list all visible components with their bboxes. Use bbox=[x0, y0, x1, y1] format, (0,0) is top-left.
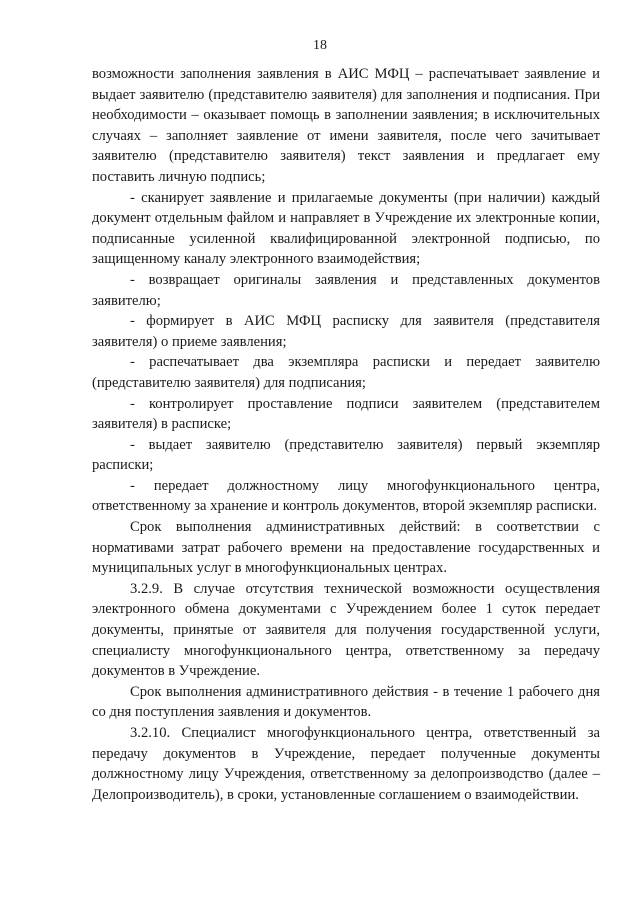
list-item-issue-first-copy: - выдает заявителю (представителю заявителя) первый экземпляр расписки; bbox=[92, 436, 600, 474]
paragraph-deadline-actions: Срок выполнения административных действий: в соответствии с нормативами затрат рабочего времени на предоставление государственных и муниципальных услуг в многофункциональных центрах. bbox=[92, 519, 600, 577]
paragraph-3-2-10: 3.2.10. Специалист многофункционального центра, ответственный за передачу документов в Учреждение, передает полученные документы должностному лицу Учреждения, ответственному за делопроизводство (далее – Делопроизводитель), в сроки, установленные соглашением о взаимодействии. bbox=[92, 725, 600, 803]
list-item-control-signature: - контролирует проставление подписи заявителем (представителем заявителя) в расписке; bbox=[92, 395, 600, 433]
list-item-form-receipt: - формирует в АИС МФЦ расписку для заявителя (представителя заявителя) о приеме заявления; bbox=[92, 313, 600, 350]
list-item-print-receipt: - распечатывает два экземпляра расписки и передает заявителю (представителю заявителя) для подписания; bbox=[92, 354, 600, 391]
list-item-return-originals: - возвращает оригиналы заявления и представленных документов заявителю; bbox=[92, 271, 600, 309]
paragraph-deadline-action: Срок выполнения административного действия - в течение 1 рабочего дня со дня поступления заявления и документов. bbox=[92, 683, 600, 721]
list-item-scan-documents: - сканирует заявление и прилагаемые документы (при наличии) каждый документ отдельным файлом и направляет в Учреждение их электронные копии, подписанные усиленной квалифицированной электронной подписью, по защищенному каналу электронного взаимодействия; bbox=[92, 189, 600, 268]
list-item-transfer-second-copy: - передает должностному лицу многофункционального центра, ответственному за хранение и контроль документов, второй экземпляр расписки. bbox=[92, 477, 600, 515]
page-number: 18 bbox=[313, 38, 327, 53]
paragraph-3-2-9: 3.2.9. В случае отсутствия технической возможности осуществления электронного обмена документами с Учреждением более 1 суток передает документы, принятые от заявителя для получения государственной услуги, специалисту многофункционального центра, ответственному за передачу документов в Учреждение. bbox=[92, 580, 600, 680]
paragraph-continuation: возможности заполнения заявления в АИС МФЦ – распечатывает заявление и выдает заявителю (представителю заявителя) для заполнения и подписания. При необходимости – оказывает помощь в заполнении заявления; в исключительных случаях – заполняет заявление от имени заявителя, после чего зачитывает заявителю (представителю заявителя) текст заявления и предлагает ему поставить личную подпись; bbox=[92, 66, 600, 185]
document-body bbox=[92, 64, 600, 805]
